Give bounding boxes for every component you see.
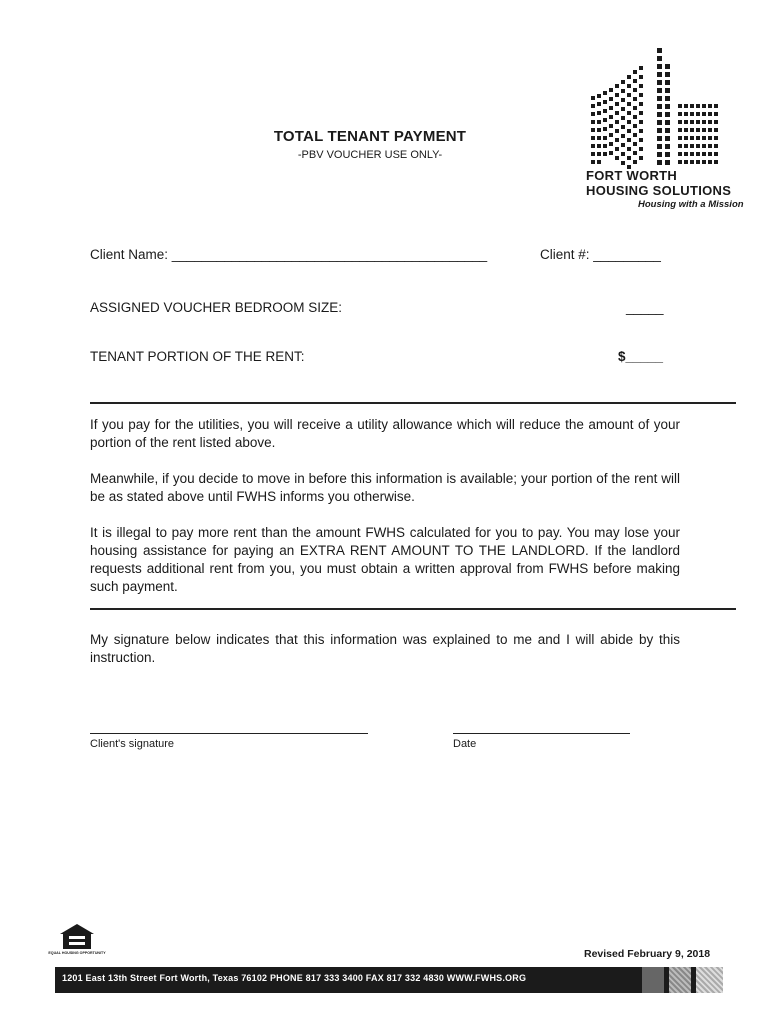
paragraph-illegal-rent: It is illegal to pay more rent than the amount FWHS calculated for you to pay. You may lose your housing assistance for paying an EXTRA RENT AMOUNT TO THE LANDLORD. If the landlord requests additional rent from you, you must obtain a written approval from FWHS before making such payment. (90, 525, 680, 594)
paragraph-move-in: Meanwhile, if you decide to move in before this information is available; your portion of the rent will be as stated above until FWHS informs you otherwise. (90, 471, 680, 504)
paragraph-utility-allowance: If you pay for the utilities, you will receive a utility allowance which will reduce the amount of your portion of the rent listed above. (90, 417, 680, 450)
footer-swatch (669, 967, 691, 993)
page-title: TOTAL TENANT PAYMENT (273, 128, 467, 145)
equal-housing-icon (48, 922, 106, 958)
client-signature-label: Client's signature (90, 738, 175, 750)
client-number-field[interactable]: Client #: _________ (540, 247, 661, 262)
logo-tagline: Housing with a Mission (638, 199, 744, 210)
logo-line1: FORT WORTH (586, 168, 678, 183)
tenant-portion-label: TENANT PORTION OF THE RENT: (90, 349, 305, 364)
bedroom-size-field[interactable]: _____ (626, 300, 664, 315)
paragraph-signature-ack: My signature below indicates that this information was explained to me and I will abide by this instruction. (90, 632, 680, 665)
bedroom-size-label: ASSIGNED VOUCHER BEDROOM SIZE: (90, 300, 343, 315)
tenant-portion-field[interactable]: $_____ (618, 349, 664, 364)
building-icon (591, 66, 643, 169)
footer-swatch (696, 967, 723, 993)
footer-swatch (642, 967, 664, 993)
eho-text: EQUAL HOUSING OPPORTUNITY (48, 951, 106, 955)
logo-line2: HOUSING SOLUTIONS (586, 183, 732, 198)
client-signature-line[interactable] (90, 733, 368, 734)
date-label: Date (453, 738, 477, 750)
date-line[interactable] (453, 733, 630, 734)
divider (90, 608, 736, 610)
revised-date: Revised February 9, 2018 (584, 948, 711, 960)
page-subtitle: -PBV VOUCHER USE ONLY- (297, 149, 443, 161)
client-name-field[interactable]: Client Name: __________________________________________ (90, 247, 488, 262)
footer-address[interactable]: 1201 East 13th Street Fort Worth, Texas 76102 PHONE 817 333 3400 FAX 817 332 4830 WWW.FWHS.ORG (62, 973, 527, 983)
divider (90, 402, 736, 404)
